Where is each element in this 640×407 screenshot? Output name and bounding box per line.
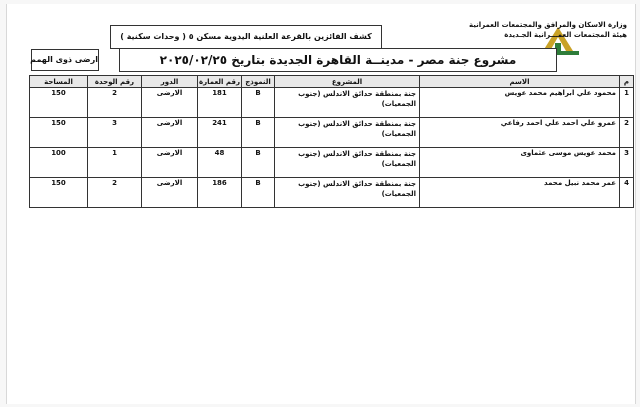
row-number: 4 (620, 178, 634, 208)
authority-line: هيئة المجتمعات العمـــرانية الجـديدة (504, 31, 627, 39)
building-number: 181 (198, 88, 242, 118)
column-header-floor: الدور (142, 76, 198, 88)
area: 150 (30, 178, 88, 208)
column-header-building: رقم العمارة (198, 77, 240, 86)
column-header-name: الاسم (420, 76, 620, 88)
building-number: 48 (198, 148, 242, 178)
project-name: جنة بمنطقة حدائق الاندلس (جنوب الجمعيات) (275, 88, 420, 118)
organization-name (457, 20, 627, 40)
area: 100 (30, 148, 88, 178)
building-number: 241 (198, 118, 242, 148)
ministry-line: وزارة الاسكان والمرافق والمجتمعات العمرانية (468, 21, 627, 29)
category-label: ارضى ذوى الهمم (31, 49, 99, 71)
unit-number: 2 (88, 178, 142, 208)
unit-number: 2 (88, 88, 142, 118)
report-title: كشف الفائزين بالقرعة العلنية اليدوية مسكن ٥ ( وحدات سكنية ) (110, 25, 382, 49)
project-name: جنة بمنطقة حدائق الاندلس (جنوب الجمعيات) (275, 148, 420, 178)
table-header-row (30, 76, 634, 88)
row-number: 1 (620, 88, 634, 118)
floor: الارضى (142, 148, 198, 178)
winner-name: عمر محمد نبيل محمد (420, 178, 620, 208)
column-header-model: النموذج (242, 76, 275, 88)
row-number: 2 (620, 118, 634, 148)
area: 150 (30, 118, 88, 148)
model: B (242, 148, 275, 178)
floor: الارضى (142, 178, 198, 208)
column-header-project: المشروع (275, 76, 420, 88)
model: B (242, 178, 275, 208)
model: B (242, 118, 275, 148)
column-header-area: المساحة (30, 76, 88, 88)
winner-name: محمود علي ابراهيم محمد عويس (420, 88, 620, 118)
floor: الارضى (142, 118, 198, 148)
row-number: 3 (620, 148, 634, 178)
unit-number: 3 (88, 118, 142, 148)
floor: الارضى (142, 88, 198, 118)
winner-name: عمرو علي احمد علي احمد رفاعي (420, 118, 620, 148)
table-row (30, 118, 634, 148)
area: 150 (30, 88, 88, 118)
column-header-unit: رقم الوحدة (88, 76, 142, 88)
table-row (30, 88, 634, 118)
project-name: جنة بمنطقة حدائق الاندلس (جنوب الجمعيات) (275, 178, 420, 208)
winners-table (29, 75, 634, 208)
unit-number: 1 (88, 148, 142, 178)
model: B (242, 88, 275, 118)
table-row (30, 178, 634, 208)
winner-name: محمد عويس موسى عثماوى (420, 148, 620, 178)
document-page (6, 4, 636, 404)
table-row (30, 148, 634, 178)
project-name: جنة بمنطقة حدائق الاندلس (جنوب الجمعيات) (275, 118, 420, 148)
building-number: 186 (198, 178, 242, 208)
column-header-num: م (620, 76, 634, 88)
project-title: مشروع جنة مصر - مدينــة القاهرة الجديدة بتاريخ ٢٠٢٥/٠٢/٢٥ (119, 48, 557, 72)
